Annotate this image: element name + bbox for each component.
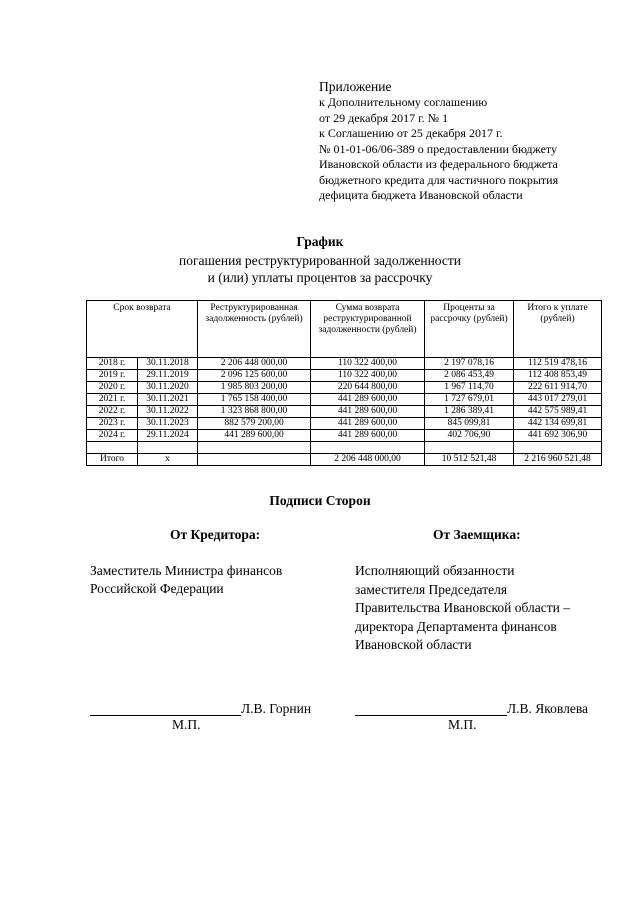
table-row bbox=[87, 430, 602, 442]
cell-repay: 441 289 600,00 bbox=[311, 406, 425, 418]
cell-debt: 1 985 803 200,00 bbox=[198, 382, 311, 394]
cell-debt: 1 323 868 800,00 bbox=[198, 406, 311, 418]
cell-year: 2021 г. bbox=[87, 394, 138, 406]
creditor-position bbox=[90, 562, 330, 598]
appendix-line: к Соглашению от 25 декабря 2017 г. bbox=[319, 126, 503, 140]
creditor-signer-name: Л.В. Горнин bbox=[241, 701, 312, 716]
table-row bbox=[87, 358, 602, 370]
cell-date: 30.11.2021 bbox=[138, 394, 198, 406]
cell-empty bbox=[311, 442, 425, 454]
cell-date: 30.11.2022 bbox=[138, 406, 198, 418]
table-row bbox=[87, 370, 602, 382]
cell-total: 112 408 853,49 bbox=[514, 370, 602, 382]
creditor-position-line: Заместитель Министра финансов bbox=[90, 563, 283, 578]
repayment-schedule-table bbox=[86, 300, 602, 466]
cell-date: 30.11.2018 bbox=[138, 358, 198, 370]
cell-total: 443 017 279,01 bbox=[514, 394, 602, 406]
table-row bbox=[87, 406, 602, 418]
cell-repay: 110 322 400,00 bbox=[311, 358, 425, 370]
cell-date: 30.11.2023 bbox=[138, 418, 198, 430]
borrower-signature-line bbox=[355, 715, 507, 716]
table-row bbox=[87, 394, 602, 406]
cell-empty bbox=[198, 454, 311, 466]
cell-totals-mark: x bbox=[138, 454, 198, 466]
cell-interest: 2 086 453,49 bbox=[425, 370, 514, 382]
schedule-title: График bbox=[296, 234, 344, 249]
cell-year: 2024 г. bbox=[87, 430, 138, 442]
appendix-line: бюджетного кредита для частичного покрытия bbox=[319, 172, 559, 187]
cell-total: 222 611 914,70 bbox=[514, 382, 602, 394]
cell-repay: 441 289 600,00 bbox=[311, 430, 425, 442]
appendix-line: к Дополнительному соглашению bbox=[319, 95, 488, 109]
cell-interest: 1 286 389,41 bbox=[425, 406, 514, 418]
cell-empty bbox=[87, 442, 138, 454]
cell-empty bbox=[425, 442, 514, 454]
cell-debt: 882 579 200,00 bbox=[198, 418, 311, 430]
cell-total: 441 692 306,90 bbox=[514, 430, 602, 442]
creditor-position-line: Российской Федерации bbox=[90, 581, 224, 596]
cell-repay: 441 289 600,00 bbox=[311, 394, 425, 406]
cell-interest: 845 099,81 bbox=[425, 418, 514, 430]
header-interest: Проценты за рассрочку (рублей) bbox=[425, 301, 514, 358]
cell-debt: 2 096 125 600,00 bbox=[198, 370, 311, 382]
cell-interest: 402 706,90 bbox=[425, 430, 514, 442]
cell-year: 2020 г. bbox=[87, 382, 138, 394]
cell-debt: 441 289 600,00 bbox=[198, 430, 311, 442]
cell-repay: 441 289 600,00 bbox=[311, 418, 425, 430]
creditor-heading: От Кредитора: bbox=[170, 527, 261, 542]
cell-totals-total: 2 216 960 521,48 bbox=[514, 454, 602, 466]
appendix-header bbox=[319, 78, 619, 204]
cell-interest: 1 727 679,01 bbox=[425, 394, 514, 406]
borrower-signer-name: Л.В. Яковлева bbox=[507, 701, 589, 716]
schedule-subtitle-line1: погашения реструктурированной задолженности bbox=[179, 253, 461, 268]
appendix-title: Приложение bbox=[319, 79, 392, 94]
cell-date: 29.11.2019 bbox=[138, 370, 198, 382]
cell-date: 29.11.2024 bbox=[138, 430, 198, 442]
cell-empty bbox=[198, 442, 311, 454]
appendix-line: Ивановской области из федерального бюджета bbox=[319, 157, 558, 171]
borrower-seal-mark: М.П. bbox=[448, 717, 477, 732]
appendix-line: № 01-01-06/06-389 о предоставлении бюджету bbox=[319, 141, 558, 156]
creditor-seal-mark: М.П. bbox=[172, 717, 201, 732]
table-row bbox=[87, 382, 602, 394]
cell-totals-label: Итого bbox=[87, 454, 138, 466]
cell-debt: 1 765 158 400,00 bbox=[198, 394, 311, 406]
cell-year: 2018 г. bbox=[87, 358, 138, 370]
borrower-position-line: Правительства Ивановской области – bbox=[355, 600, 571, 615]
cell-totals-interest: 10 512 521,48 bbox=[425, 454, 514, 466]
cell-repay: 110 322 400,00 bbox=[311, 370, 425, 382]
cell-year: 2022 г. bbox=[87, 406, 138, 418]
cell-total: 442 575 989,41 bbox=[514, 406, 602, 418]
cell-total: 112 519 478,16 bbox=[514, 358, 602, 370]
cell-empty bbox=[514, 442, 602, 454]
appendix-line: от 29 декабря 2017 г. № 1 bbox=[319, 110, 449, 125]
borrower-position bbox=[355, 562, 615, 655]
cell-interest: 2 197 078,16 bbox=[425, 358, 514, 370]
header-restructured-debt: Реструктурированная задолженность (рублей) bbox=[198, 301, 311, 358]
table-header-row bbox=[87, 301, 602, 358]
borrower-heading: От Заемщика: bbox=[433, 527, 521, 542]
cell-date: 30.11.2020 bbox=[138, 382, 198, 394]
table-row bbox=[87, 418, 602, 430]
borrower-position-line: Ивановской области bbox=[355, 637, 472, 652]
table-totals-row bbox=[87, 454, 602, 466]
header-repayment-amount: Сумма возврата реструктурированной задолженности (рублей) bbox=[311, 301, 425, 358]
cell-interest: 1 967 114,70 bbox=[425, 382, 514, 394]
borrower-position-line: Исполняющий обязанности bbox=[355, 563, 515, 578]
borrower-position-line: заместителя Председателя bbox=[355, 581, 508, 597]
cell-totals-repay: 2 206 448 000,00 bbox=[311, 454, 425, 466]
signatures-title: Подписи Сторон bbox=[269, 493, 371, 508]
header-total: Итого к уплате (рублей) bbox=[514, 301, 602, 358]
cell-debt: 2 206 448 000,00 bbox=[198, 358, 311, 370]
cell-empty bbox=[138, 442, 198, 454]
table-row-blank bbox=[87, 442, 602, 454]
header-due-date: Срок возврата bbox=[87, 301, 198, 358]
creditor-signature-line bbox=[90, 715, 241, 716]
cell-total: 442 134 699,81 bbox=[514, 418, 602, 430]
schedule-subtitle-line2: и (или) уплаты процентов за рассрочку bbox=[207, 270, 433, 285]
borrower-position-line: директора Департамента финансов bbox=[355, 618, 557, 634]
cell-repay: 220 644 800,00 bbox=[311, 382, 425, 394]
cell-year: 2019 г. bbox=[87, 370, 138, 382]
appendix-line: дефицита бюджета Ивановской области bbox=[319, 188, 523, 202]
cell-year: 2023 г. bbox=[87, 418, 138, 430]
